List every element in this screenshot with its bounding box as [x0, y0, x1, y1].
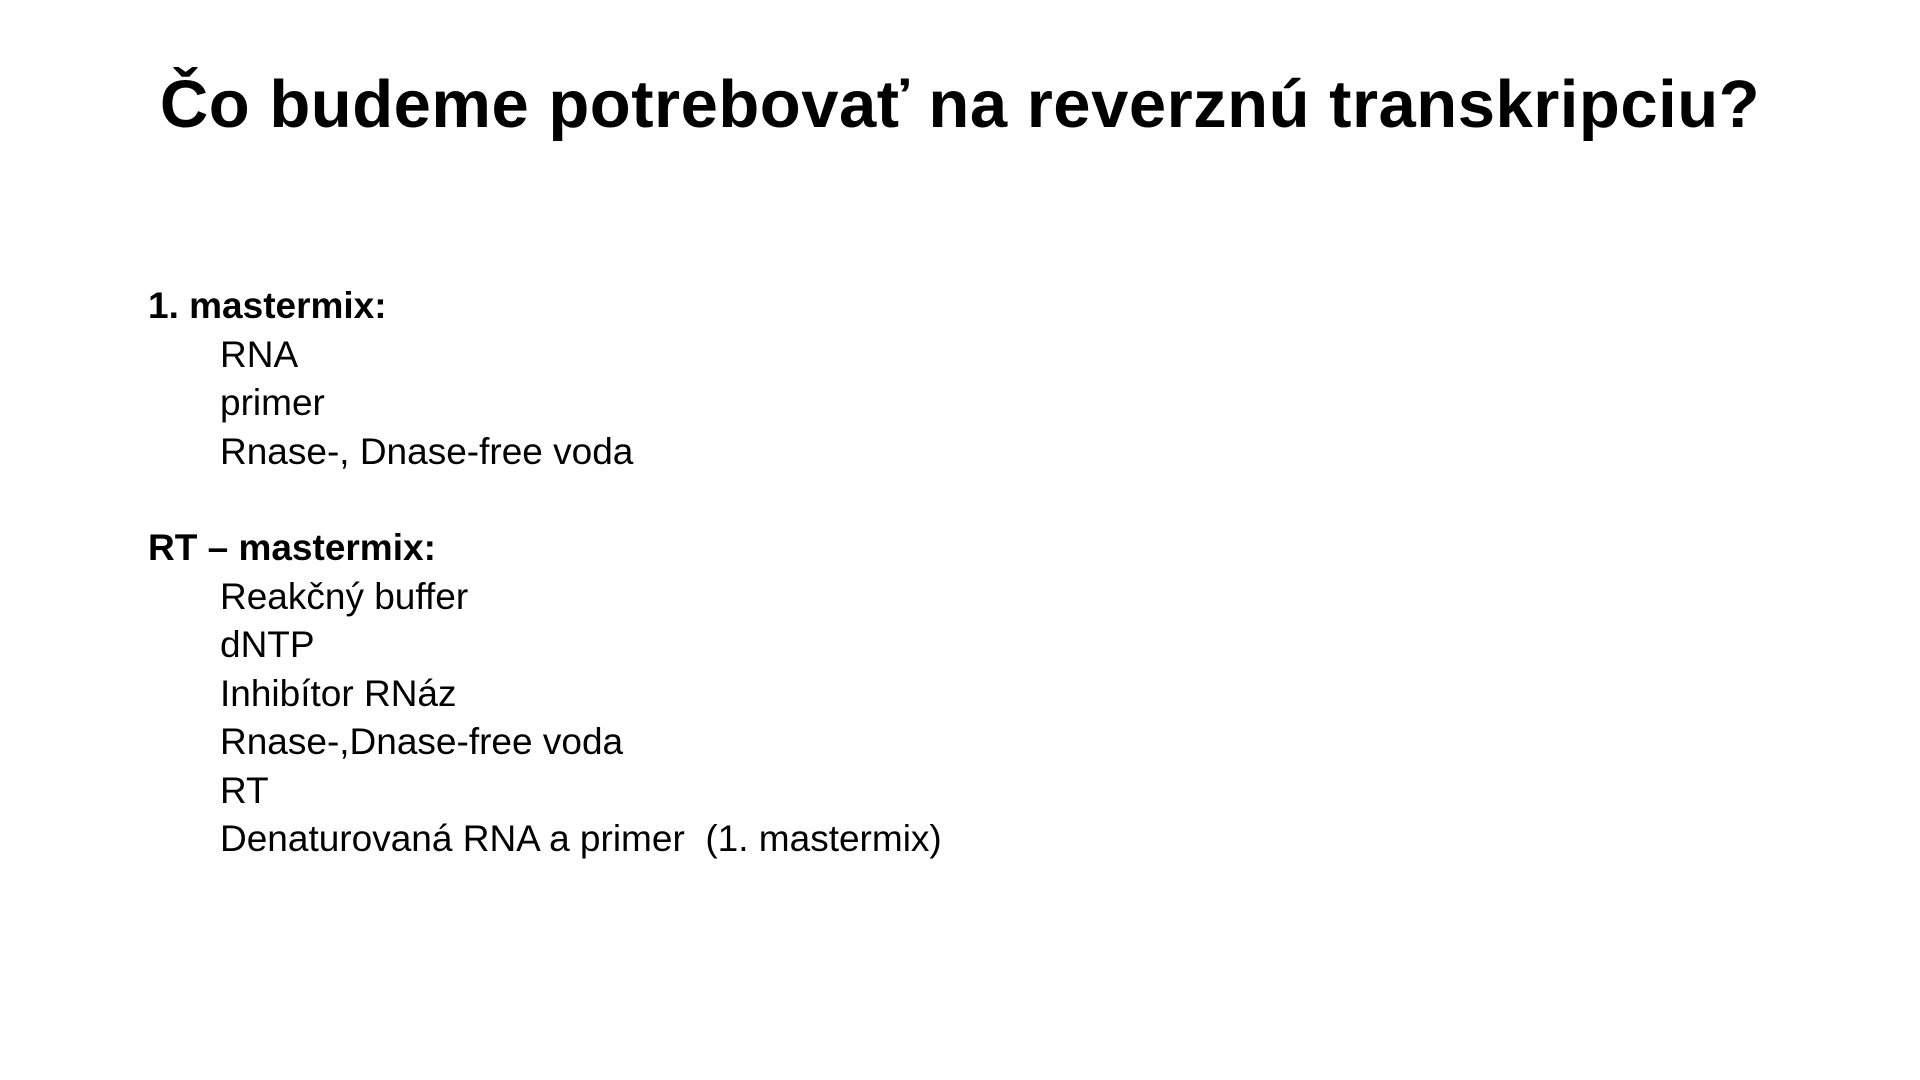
section-heading: 1. mastermix:	[148, 285, 387, 326]
list-item: Rnase-,Dnase-free voda	[220, 721, 624, 762]
item-list	[148, 331, 1748, 477]
list-item: Rnase-, Dnase-free voda	[220, 430, 634, 472]
section-rt-mastermix	[148, 524, 1748, 864]
slide-content	[148, 282, 1748, 864]
list-item: Reakčný buffer	[220, 575, 469, 617]
list-item: primer	[220, 382, 325, 423]
list-item: Inhibítor RNáz	[220, 672, 457, 714]
list-item: RT	[220, 769, 269, 811]
slide-title: Čo budeme potrebovať na reverznú transkripciu?	[159, 67, 1761, 142]
list-item: Denaturovaná RNA a primer (1. mastermix)	[220, 818, 942, 859]
section-heading: RT – mastermix:	[148, 527, 436, 568]
item-list	[148, 573, 1748, 864]
section-first-mastermix	[148, 282, 1748, 476]
list-item: dNTP	[220, 624, 315, 665]
list-item: RNA	[220, 333, 299, 375]
